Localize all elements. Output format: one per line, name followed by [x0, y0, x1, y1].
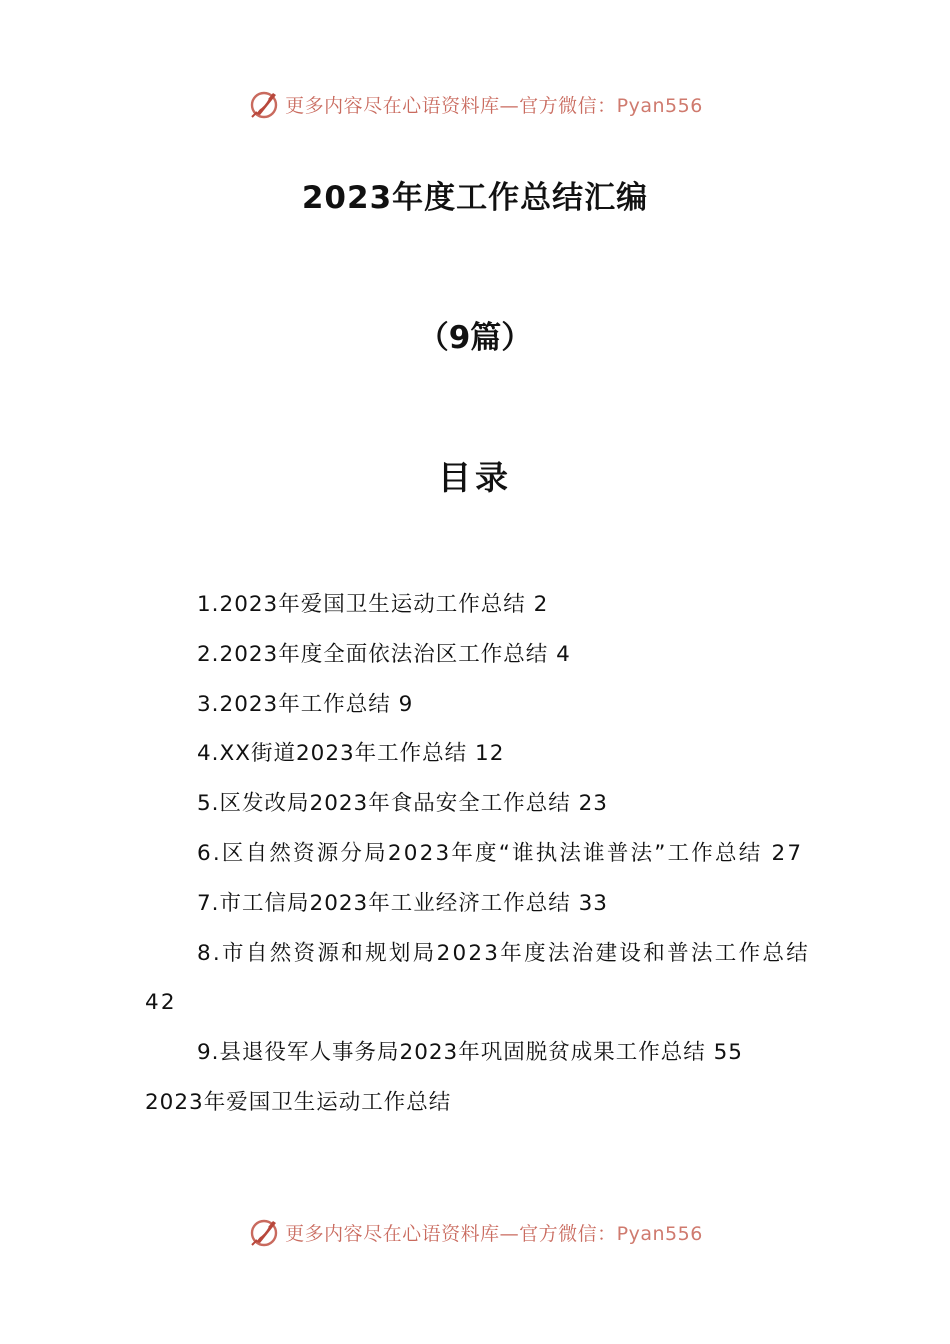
toc-item-5: 5.区发改局2023年食品安全工作总结 23: [197, 791, 608, 817]
document-title: 2023年度工作总结汇编: [301, 180, 649, 216]
toc-item-3: 3.2023年工作总结 9: [197, 691, 414, 717]
footer-watermark: [0, 1210, 950, 1254]
quill-logo-icon: [247, 87, 281, 121]
toc-item-7: 7.市工信局2023年工业经济工作总结 33: [197, 890, 608, 916]
toc-item-6: 6.区自然资源分局2023年度“谁执法谁普法”工作总结 27: [197, 840, 804, 866]
watermark-wechat-id: Pyan556: [616, 1222, 703, 1245]
toc-item-9: 9.县退役军人事务局2023年巩固脱贫成果工作总结 55: [197, 1040, 743, 1066]
document-subtitle: （9篇）: [417, 320, 533, 356]
quill-logo-icon: [247, 1215, 281, 1249]
toc-item-4: 4.XX街道2023年工作总结 12: [197, 741, 505, 767]
watermark-text: 更多内容尽在心语资料库—官方微信：Pyan556: [285, 94, 703, 117]
toc-item-2: 2.2023年度全面依法治区工作总结 4: [197, 641, 571, 667]
toc-item-8: 8.市自然资源和规划局2023年度法治建设和普法工作总结 42: [145, 940, 810, 1016]
table-of-contents: [145, 580, 810, 1128]
watermark-text: 更多内容尽在心语资料库—官方微信：Pyan556: [285, 1222, 703, 1245]
header-watermark: [0, 82, 950, 126]
section-heading: 2023年爱国卫生运动工作总结: [145, 1089, 452, 1115]
watermark-wechat-id: Pyan556: [616, 94, 703, 117]
toc-item-1: 1.2023年爱国卫生运动工作总结 2: [197, 592, 549, 617]
toc-heading: 目录: [438, 458, 512, 497]
